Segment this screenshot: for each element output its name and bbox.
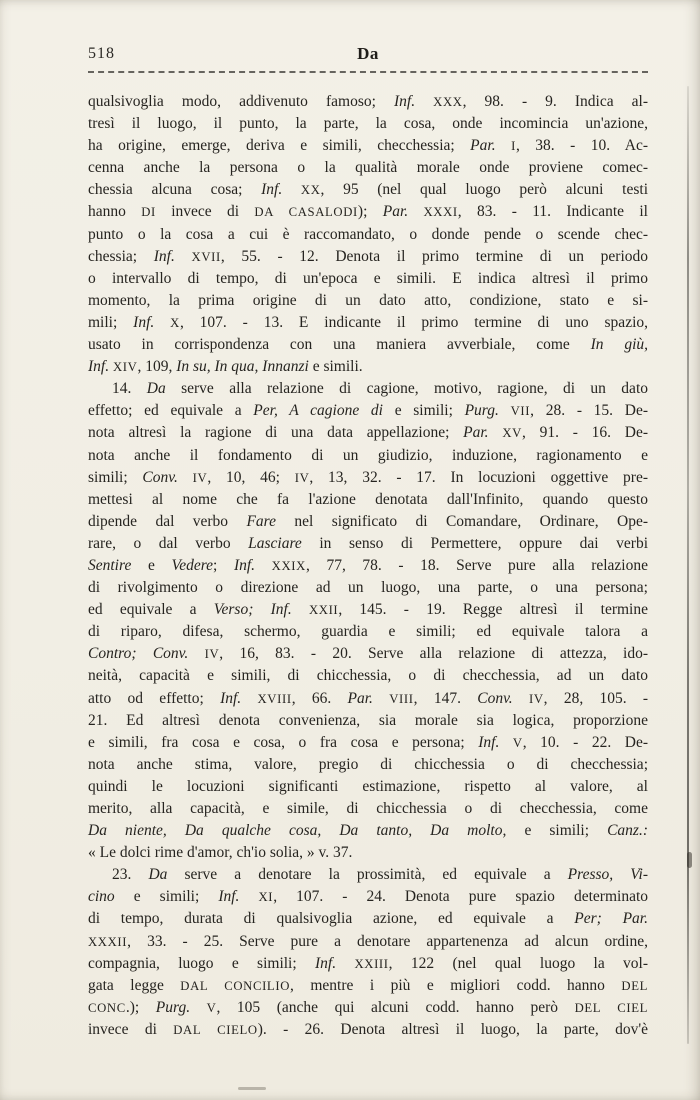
- smallcaps-text: XXXII: [88, 934, 128, 949]
- smallcaps-text: CONC: [88, 1000, 126, 1015]
- italic-text: Da niente, Da qualche cosa, Da tanto, Da molto,: [88, 822, 507, 840]
- italic-text: Inf.: [478, 733, 500, 751]
- scan-artifact-line: [687, 86, 689, 1044]
- smallcaps-text: V: [206, 1000, 217, 1015]
- italic-text: Inf.: [220, 689, 242, 707]
- italic-text: Per, A cagione di: [253, 402, 383, 420]
- text-line: usato in corrispondenza con una maniera avverbiale, come In giù,: [88, 336, 648, 354]
- italic-text: Da: [146, 380, 166, 398]
- text-line: quindi le locuzioni significanti estimazione, rispetto al valore, al: [88, 777, 648, 795]
- smallcaps-text: XXIX: [271, 558, 306, 573]
- text-line: gata legge DAL CONCILIO, mentre i più e migliori codd. hanno DEL: [88, 976, 649, 994]
- scan-artifact-smudge: [238, 1087, 266, 1090]
- text-line: effetto; ed equivale a Per, A cagione di e simili; Purg. VII, 28. - 15. De-: [88, 402, 648, 420]
- scan-artifact-blob: [687, 852, 692, 868]
- italic-text: Inf.: [218, 888, 240, 906]
- page-header: [88, 44, 648, 66]
- smallcaps-text: DAL CIELO: [173, 1022, 258, 1037]
- smallcaps-text: XI: [258, 890, 274, 905]
- italic-text: In giù,: [590, 336, 648, 354]
- text-line: momento, la prima origine di un dato atto, condizione, stato e si-: [88, 291, 648, 309]
- text-line: ed equivale a Verso; Inf. XXII, 145. - 19. Regge altresì il termine: [88, 601, 648, 619]
- italic-text: Per; Par.: [574, 910, 648, 928]
- smallcaps-text: XVIII: [257, 691, 292, 706]
- page-number: 518: [88, 45, 115, 62]
- text-line: merito, alla capacità, e simile, di chicchessia o di checchessia, come: [88, 800, 648, 817]
- text-line: XXXII, 33. - 25. Serve pure a denotare appartenenza ad alcun ordine,: [88, 932, 648, 950]
- text-line: Inf. XIV, 109, In su, In qua, Innanzi e simili.: [88, 358, 363, 376]
- italic-text: Inf.: [88, 358, 110, 376]
- italic-text: Par.: [470, 137, 496, 155]
- italic-text: Purg.: [464, 402, 499, 420]
- header-rule: [88, 71, 648, 73]
- text-line: Sentire e Vedere; Inf. XXIX, 77, 78. - 18. Serve pure alla relazione: [88, 556, 648, 574]
- text-line: Da niente, Da qualche cosa, Da tanto, Da molto, e simili; Canz.:: [88, 822, 649, 840]
- text-line: nota altresì la ragione di una data appellazione; Par. XV, 91. - 16. De-: [88, 424, 648, 442]
- text-line: dipende dal verbo Fare nel significato di Comandare, Ordinare, Ope-: [88, 512, 649, 530]
- text-line: CONC.); Purg. V, 105 (anche qui alcuni codd. hanno però DEL CIEL: [88, 998, 648, 1016]
- text-line: compagnia, luogo e simili; Inf. XXIII, 122 (nel qual luogo la vol-: [88, 954, 649, 972]
- paragraph: [88, 91, 648, 378]
- italic-text: Fare: [246, 512, 277, 530]
- text-line: qualsivoglia modo, addivenuto famoso; Inf. XXX, 98. - 9. Indica al-: [88, 93, 648, 110]
- text-body: [88, 91, 648, 1041]
- text-line: tresì il luogo, il punto, la parte, la cosa, onde incomincia un'azione,: [88, 115, 648, 133]
- text-line: chessia alcuna cosa; Inf. XX, 95 (nel qual luogo però alcuni testi: [88, 181, 648, 199]
- smallcaps-text: XV: [502, 426, 522, 441]
- text-line: mettesi al nome che fa l'azione denotata dall'Infinito, quando questo: [88, 490, 648, 508]
- italic-text: Lasciare: [248, 534, 302, 552]
- italic-text: In su, In qua, Innanzi: [176, 358, 309, 376]
- text-line: o intervallo di tempo, di un'epoca e simili. E indica altresì il primo: [88, 269, 648, 287]
- text-line: invece di DAL CIELO). - 26. Denota altresì il luogo, la parte, dov'è: [88, 1020, 648, 1038]
- italic-text: Presso, Vi-: [567, 866, 649, 884]
- text-line: nota anche il fondamento di un giudizio, induzione, ragionamento e: [88, 446, 648, 464]
- paragraph: [88, 864, 648, 1041]
- italic-text: Inf.: [315, 954, 337, 972]
- text-line: simili; Conv. IV, 10, 46; IV, 13, 32. - 17. In locuzioni oggettive pre-: [88, 468, 649, 486]
- smallcaps-text: DEL CIEL: [574, 1000, 648, 1015]
- smallcaps-text: IV: [294, 470, 310, 485]
- smallcaps-text: DA CASALODI: [254, 205, 358, 220]
- italic-text: Inf.: [394, 93, 416, 110]
- italic-text: Par.: [463, 424, 489, 442]
- smallcaps-text: IV: [204, 647, 220, 662]
- text-line: Contro; Conv. IV, 16, 83. - 20. Serve alla relazione di attezza, ido-: [88, 645, 649, 663]
- smallcaps-text: VIII: [389, 691, 414, 706]
- smallcaps-text: DEL: [621, 978, 649, 993]
- italic-text: cino: [88, 888, 115, 906]
- italic-text: Canz.:: [607, 822, 649, 840]
- text-line: chessia; Inf. XVII, 55. - 12. Denota il primo termine di un periodo: [88, 247, 648, 265]
- smallcaps-text: XX: [300, 183, 321, 198]
- italic-text: Conv.: [142, 468, 178, 486]
- text-line: 14. Da serve alla relazione di cagione, motivo, ragione, di un dato: [112, 380, 648, 398]
- smallcaps-text: V: [512, 735, 523, 750]
- text-line: ha origine, emerge, deriva e simili, checchessia; Par. I, 38. - 10. Ac-: [88, 137, 649, 155]
- italic-text: Purg.: [155, 998, 191, 1016]
- italic-text: Sentire: [88, 556, 132, 574]
- italic-text: Conv.: [477, 689, 513, 707]
- running-title: Da: [357, 44, 379, 63]
- smallcaps-text: X: [170, 315, 180, 330]
- smallcaps-text: XXXI: [423, 205, 458, 220]
- text-line: cino e simili; Inf. XI, 107. - 24. Denota pure spazio determinato: [88, 888, 649, 906]
- text-line: 23. Da serve a denotare la prossimità, ed equivale a Presso, Vi-: [112, 866, 649, 884]
- italic-text: Inf.: [133, 313, 155, 331]
- smallcaps-text: I: [511, 139, 516, 154]
- text-line: 21. Ed altresì denota convenienza, sia morale sia logica, proporzione: [88, 711, 648, 729]
- text-line: nota anche stima, valore, pregio di chicchessia o di checchessia;: [88, 755, 648, 773]
- smallcaps-text: XVII: [191, 249, 221, 264]
- text-line: rare, o dal verbo Lasciare in senso di Permettere, oppure dai verbi: [88, 534, 649, 552]
- smallcaps-text: VII: [510, 404, 531, 419]
- italic-text: Par.: [382, 203, 409, 221]
- text-line: punto o la cosa a cui è raccomandato, o donde pende o scende chec-: [88, 225, 648, 243]
- smallcaps-text: XXII: [308, 603, 339, 618]
- text-line: « Le dolci rime d'amor, ch'io solia, » v. 37.: [88, 844, 353, 862]
- text-line: hanno DI invece di DA CASALODI); Par. XXXI, 83. - 11. Indicante il: [88, 203, 648, 221]
- smallcaps-text: DAL CONCILIO: [180, 978, 291, 993]
- smallcaps-text: XXX: [433, 95, 463, 109]
- text-line: mili; Inf. X, 107. - 13. E indicante il primo termine di uno spazio,: [88, 313, 648, 331]
- italic-text: Inf.: [233, 556, 256, 574]
- italic-text: Verso; Inf.: [213, 601, 292, 619]
- italic-text: Inf.: [261, 181, 283, 199]
- text-line: neità, capacità e simili, di chicchessia, o di checchessia, ad un dato: [88, 667, 648, 685]
- smallcaps-text: IV: [528, 691, 544, 706]
- text-line: di tempo, durata di qualsivoglia azione, ed equivale a Per; Par.: [88, 910, 648, 928]
- smallcaps-text: XXIII: [354, 956, 389, 971]
- italic-text: Da: [148, 866, 168, 884]
- text-line: atto od effetto; Inf. XVIII, 66. Par. VIII, 147. Conv. IV, 28, 105. -: [88, 689, 649, 707]
- paragraph: [88, 378, 648, 864]
- smallcaps-text: DI: [141, 205, 156, 220]
- italic-text: Contro; Conv.: [88, 645, 189, 663]
- smallcaps-text: IV: [192, 470, 208, 485]
- italic-text: Par.: [347, 689, 373, 707]
- italic-text: Inf.: [153, 247, 175, 265]
- smallcaps-text: XIV: [112, 360, 138, 375]
- text-line: cenna anche la persona o la qualità morale onde proviene comec-: [88, 159, 648, 177]
- text-line: di rivolgimento o direzione ad un luogo, una parte, o una persona;: [88, 579, 648, 597]
- text-line: di riparo, difesa, schermo, guardia e simili; ed equivale talora a: [88, 623, 648, 641]
- text-line: e simili, fra cosa e cosa, o fra cosa e persona; Inf. V, 10. - 22. De-: [88, 733, 649, 751]
- italic-text: Vedere: [171, 556, 214, 574]
